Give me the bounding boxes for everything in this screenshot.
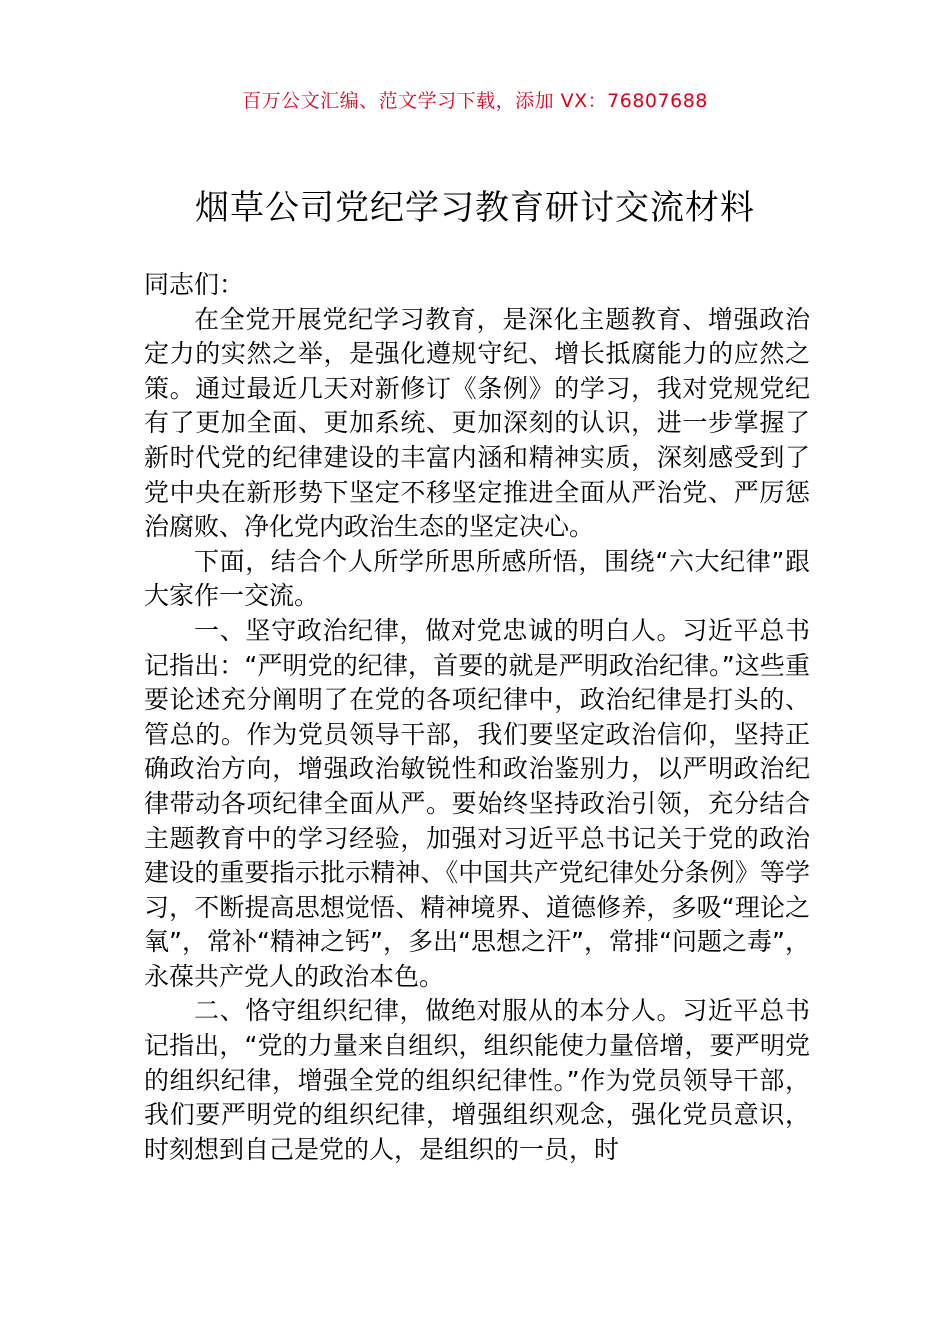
document-title: 烟草公司党纪学习教育研讨交流材料 (195, 188, 755, 228)
watermark-text: 百万公文汇编、范文学习下载，添加 VX：76807688 (242, 90, 708, 112)
paragraph-transition: 下面，结合个人所学所思所感所悟，围绕“六大纪律”跟大家作一交流。 (144, 546, 810, 611)
document-body (144, 268, 810, 1167)
salutation: 同志们： (144, 270, 245, 299)
paragraph-organizational-discipline: 二、恪守组织纪律，做绝对服从的本分人。习近平总书记指出，“党的力量来自组织，组织能使力量倍增，要严明党的组织纪律，增强全党的组织纪律性。”作为党员领导干部，我们要严明党的组织纪律，增强组织观念，强化党员意识，时刻想到自己是党的人，是组织的一员，时 (144, 996, 810, 1164)
paragraph-political-discipline: 一、坚守政治纪律，做对党忠诚的明白人。习近平总书记指出：“严明党的纪律，首要的就是严明政治纪律。”这些重要论述充分阐明了在党的各项纪律中，政治纪律是打头的、管总的。作为党员领导干部，我们要坚定政治信仰，坚持正确政治方向，增强政治敏锐性和政治鉴别力，以严明政治纪律带动各项纪律全面从严。要始终坚持政治引领，充分结合主题教育中的学习经验，加强对习近平总书记关于党的政治建设的重要指示批示精神、《中国共产党纪律处分条例》等学习，不断提高思想觉悟、精神境界、道德修养，多吸“理论之氧”，常补“精神之钙”，多出“思想之汗”，常排“问题之毒”，永葆共产党人的政治本色。 (144, 615, 810, 991)
paragraph-intro: 在全党开展党纪学习教育，是深化主题教育、增强政治定力的实然之举，是强化遵规守纪、增长抵腐能力的应然之策。通过最近几天对新修订《条例》的学习，我对党规党纪有了更加全面、更加系统、更加深刻的认识，进一步掌握了新时代党的纪律建设的丰富内涵和精神实质，深刻感受到了党中央在新形势下坚定不移坚定推进全面从严治党、严厉惩治腐败、净化党内政治生态的坚定决心。 (144, 304, 810, 542)
